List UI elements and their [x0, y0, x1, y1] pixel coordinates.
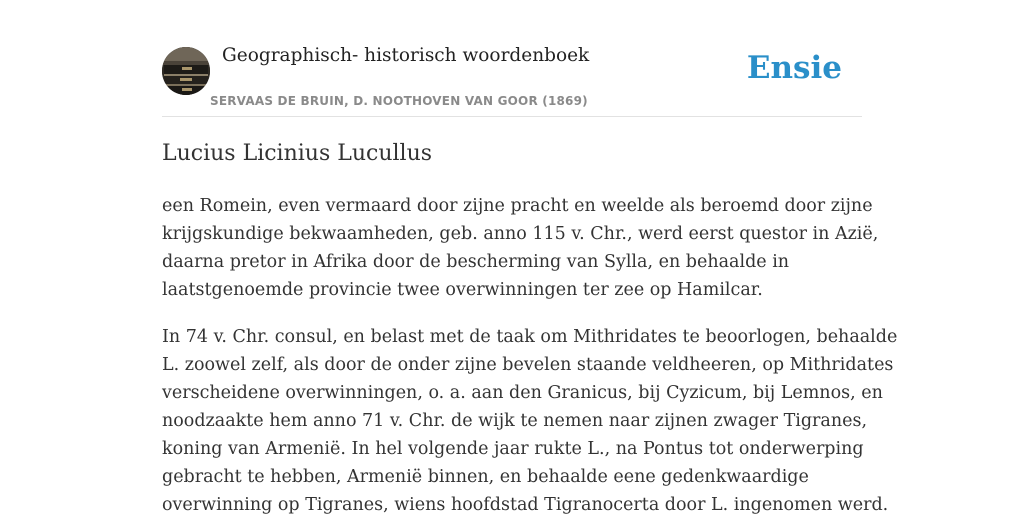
entry-paragraph-1	[162, 192, 879, 304]
header	[162, 0, 862, 117]
text-line: verscheidene overwinningen, o. a. aan den Granicus, bij Cyzicum, bij Lemnos, en	[162, 383, 883, 403]
text-line: L. zoowel zelf, als door de onder zijne bevelen staande veldheeren, op Mithridates	[162, 355, 894, 375]
text-line: overwinning op Tigranes, wiens hoofdstad Tigranocerta door L. ingenomen werd.	[162, 495, 889, 515]
text-line: noodzaakte hem anno 71 v. Chr. de wijk te nemen naar zijnen zwager Tigranes,	[162, 411, 868, 431]
entry-paragraph-2	[162, 323, 898, 519]
entry-title: Lucius Licinius Lucullus	[162, 141, 433, 166]
text-line: een Romein, even vermaard door zijne pracht en weelde als beroemd door zijne	[162, 196, 873, 216]
text-line: daarna pretor in Afrika door de bescherming van Sylla, en behaalde in	[162, 252, 790, 272]
text-line: koning van Armenië. In hel volgende jaar rukte L., na Pontus tot onderwerping	[162, 439, 864, 459]
book-author-year: SERVAAS DE BRUIN, D. NOOTHOVEN VAN GOOR (1869)	[210, 94, 588, 108]
text-line: krijgskundige bekwaamheden, geb. anno 115 v. Chr., werd eerst questor in Azië,	[162, 224, 879, 244]
page	[162, 0, 898, 515]
text-line: In 74 v. Chr. consul, en belast met de taak om Mithridates te beoorlogen, behaalde	[162, 327, 898, 347]
books-cover-icon[interactable]	[162, 47, 210, 95]
book-title[interactable]: Geographisch- historisch woordenboek	[222, 45, 590, 66]
text-line: gebracht te hebben, Armenië binnen, en behaalde eene gedenkwaardige	[162, 467, 809, 487]
brand-logo[interactable]: Ensie	[746, 50, 842, 86]
text-line: laatstgenoemde provincie twee overwinningen ter zee op Hamilcar.	[162, 280, 763, 300]
